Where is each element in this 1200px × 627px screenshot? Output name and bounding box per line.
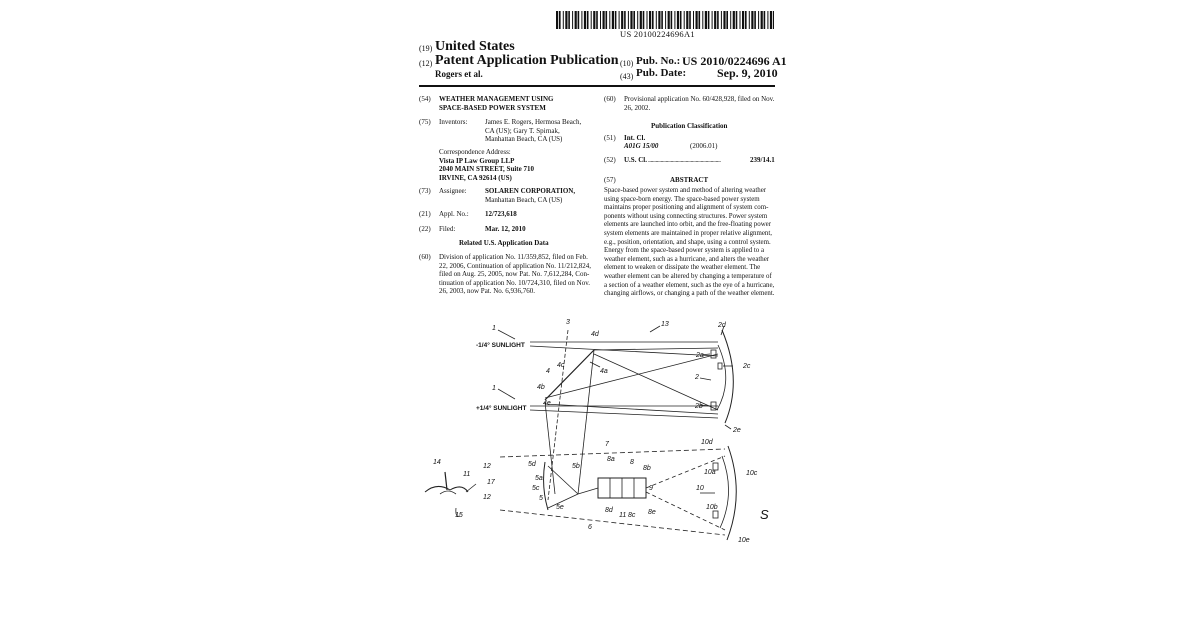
label-5a: 5a <box>535 475 543 482</box>
label-10: 10 <box>696 485 704 492</box>
code-12: (12) <box>419 59 433 68</box>
abstract-line: Space-based power system and method of altering weather <box>604 187 767 194</box>
division-line: 22, 2006, Continuation of application No. 11/212,824, <box>439 261 591 270</box>
intcl-year: (2006.01) <box>690 142 718 150</box>
ray <box>594 354 718 410</box>
label-11: 11 <box>619 512 627 519</box>
label-5d: 5d <box>528 461 536 468</box>
filed-date: Mar. 12, 2010 <box>485 225 526 233</box>
label-4c: 4c <box>557 362 565 369</box>
label-4e: 4e <box>543 400 551 407</box>
inventors-label: Inventors: <box>439 118 468 126</box>
label-5e: 5e <box>556 504 564 511</box>
label-1a: 1 <box>492 325 496 332</box>
label-10d: 10d <box>701 439 713 446</box>
label-2b: 2b <box>695 403 703 410</box>
abstract-code: (57) <box>604 176 616 184</box>
ray <box>545 404 718 414</box>
inventors-code: (75) <box>419 118 431 126</box>
code-43: (43) <box>620 72 634 81</box>
label-8: 8 <box>630 459 634 466</box>
abstract-line: e.g., position, orientation, and shape, using a control system. <box>604 238 771 246</box>
country: United States <box>435 39 515 54</box>
label-12b: 12 <box>483 494 491 501</box>
ray <box>530 346 718 356</box>
provisional-line-2: 26, 2002. <box>624 103 651 112</box>
abstract-line: Energy from the space-based power system is applied to a <box>604 247 765 255</box>
abstract-line: element to weaken or dissipate the weather element. The <box>604 264 761 272</box>
uscl-value: 239/14.1 <box>750 156 775 164</box>
uscl-code: (52) <box>604 156 616 164</box>
related-heading: Related U.S. Application Data <box>459 239 549 247</box>
label-8e: 8e <box>648 509 656 516</box>
label-2: 2 <box>695 374 699 381</box>
pub-no-label: Pub. No.: <box>636 55 681 67</box>
barcode-number: US 20100224696A1 <box>620 29 695 39</box>
label-1b: 1 <box>492 385 496 392</box>
label-sunlight-minus: -1/4° SUNLIGHT <box>476 342 525 349</box>
intcl-class: A01G 15/00 <box>624 142 659 150</box>
correspondence-line-1: Vista IP Law Group LLP <box>439 156 515 165</box>
primary-mirror-inner <box>717 345 726 410</box>
label-17: 17 <box>487 479 495 486</box>
pub-date-label: Pub. Date: <box>636 67 687 79</box>
intcl-label: Int. Cl. <box>624 134 646 142</box>
code-10: (10) <box>620 59 634 68</box>
title-line-2: SPACE-BASED POWER SYSTEM <box>439 103 546 112</box>
abstract-line: weather element can be altered by changing a temperature of <box>604 272 772 280</box>
label-9: 9 <box>649 485 653 492</box>
ray <box>545 354 718 398</box>
label-5c: 5c <box>532 485 540 492</box>
title-code: (54) <box>419 95 431 103</box>
authors: Rogers et al. <box>435 69 483 79</box>
label-14: 14 <box>433 459 441 466</box>
correspondence-line-3: IRVINE, CA 92614 (US) <box>439 173 512 182</box>
assignee-label: Assignee: <box>439 187 467 195</box>
provisional-line-1: Provisional application No. 60/428,928, filed on Nov. <box>624 95 775 103</box>
pub-date: Sep. 9, 2010 <box>717 66 778 80</box>
label-4: 4 <box>546 368 550 375</box>
division-line: filed on Aug. 25, 2005, now Pat. No. 7,612,284, Con- <box>439 270 590 279</box>
label-13: 13 <box>661 321 669 328</box>
ray <box>578 488 598 494</box>
label-10e: 10e <box>738 537 750 544</box>
label-3: 3 <box>566 319 570 326</box>
label-6: 6 <box>588 524 592 531</box>
label-2c: 2c <box>743 363 751 370</box>
appl-no: 12/723,618 <box>485 210 517 218</box>
assignee-line-2: Manhattan Beach, CA (US) <box>485 195 563 204</box>
relay-mirror <box>544 462 548 510</box>
inventors-line-2: CA (US); Gary T. Spirnak, <box>485 126 560 135</box>
correspondence-label: Correspondence Address: <box>439 148 511 156</box>
label-15: 15 <box>455 512 463 519</box>
inventors-line-1: James E. Rogers, Hermosa Beach, <box>485 118 582 126</box>
division-line: 26, 2003, now Pat. No. 6,936,760. <box>439 287 536 296</box>
appl-label: Appl. No.: <box>439 210 469 218</box>
label-4a: 4a <box>600 368 608 375</box>
abstract-line: weather element, such as a hurricane, and alters the weather <box>604 255 770 263</box>
label-8b: 8b <box>643 465 651 472</box>
abstract-line: ponents without using connecting structures. Power system <box>604 212 768 220</box>
provisional-code: (60) <box>604 95 616 103</box>
label-sunlight-plus: +1/4° SUNLIGHT <box>476 405 527 412</box>
label-10b: 10b <box>706 504 718 511</box>
ray <box>594 348 718 350</box>
label-8c: 8c <box>628 512 636 519</box>
appl-code: (21) <box>419 210 431 218</box>
division-line: Division of application No. 11/359,852, filed on Feb. <box>439 253 588 261</box>
ray <box>548 330 568 500</box>
label-11b: 11 <box>463 471 471 478</box>
title-line-1: WEATHER MANAGEMENT USING <box>439 95 554 103</box>
label-8a: 8a <box>607 456 615 463</box>
filed-label: Filed: <box>439 225 456 233</box>
label-S: S <box>760 507 769 522</box>
mirror-element-2a <box>711 350 716 358</box>
division-line: tinuation of application No. 10/724,310, filed on Nov. <box>439 278 590 287</box>
filed-code: (22) <box>419 225 431 233</box>
document-type: Patent Application Publication <box>435 53 619 68</box>
correspondence-line-2: 2040 MAIN STREET, Suite 710 <box>439 165 534 174</box>
inventors-line-3: Manhattan Beach, CA (US) <box>485 135 563 144</box>
label-12a: 12 <box>483 463 491 470</box>
abstract-line: a section of a weather element, such as the eye of a hurricane, <box>604 281 775 289</box>
division-code: (60) <box>419 253 431 261</box>
uscl-dots: .......................................................... <box>648 156 721 164</box>
abstract-heading: ABSTRACT <box>670 176 709 184</box>
ray <box>578 350 594 494</box>
abstract-line: maintains proper positioning and alignment of system com- <box>604 204 769 212</box>
mirror-element-2c <box>718 363 722 369</box>
secondary-mirror <box>545 350 594 400</box>
uscl-label: U.S. Cl. <box>624 156 647 164</box>
pub-no: US 2010/0224696 A1 <box>682 54 787 68</box>
assignee-code: (73) <box>419 187 431 195</box>
primary-mirror <box>722 330 733 423</box>
label-7: 7 <box>605 441 609 448</box>
label-5b: 5b <box>572 463 580 470</box>
label-10a: 10a <box>704 469 716 476</box>
assignee-line-1: SOLAREN CORPORATION, <box>485 187 576 195</box>
ray <box>548 466 578 494</box>
label-10c: 10c <box>746 470 758 477</box>
intcl-code: (51) <box>604 134 616 142</box>
abstract-line: system elements are maintained in proper relative alignment, <box>604 229 772 237</box>
abstract-line: elements are launched into orbit, and the free-floating power <box>604 221 772 229</box>
abstract-line: changing airflows, or changing a path of the weather element. <box>604 290 775 298</box>
abstract-line: using space-born energy. The space-based power system <box>604 195 760 203</box>
code-19: (19) <box>419 44 433 53</box>
label-4b: 4b <box>537 384 545 391</box>
label-2e: 2e <box>733 427 741 434</box>
label-8d: 8d <box>605 507 613 514</box>
label-2d: 2d <box>718 322 726 329</box>
publication-classification-heading: Publication Classification <box>651 122 728 130</box>
label-4d: 4d <box>591 331 599 338</box>
label-5: 5 <box>539 495 543 502</box>
label-2a: 2a <box>696 352 704 359</box>
